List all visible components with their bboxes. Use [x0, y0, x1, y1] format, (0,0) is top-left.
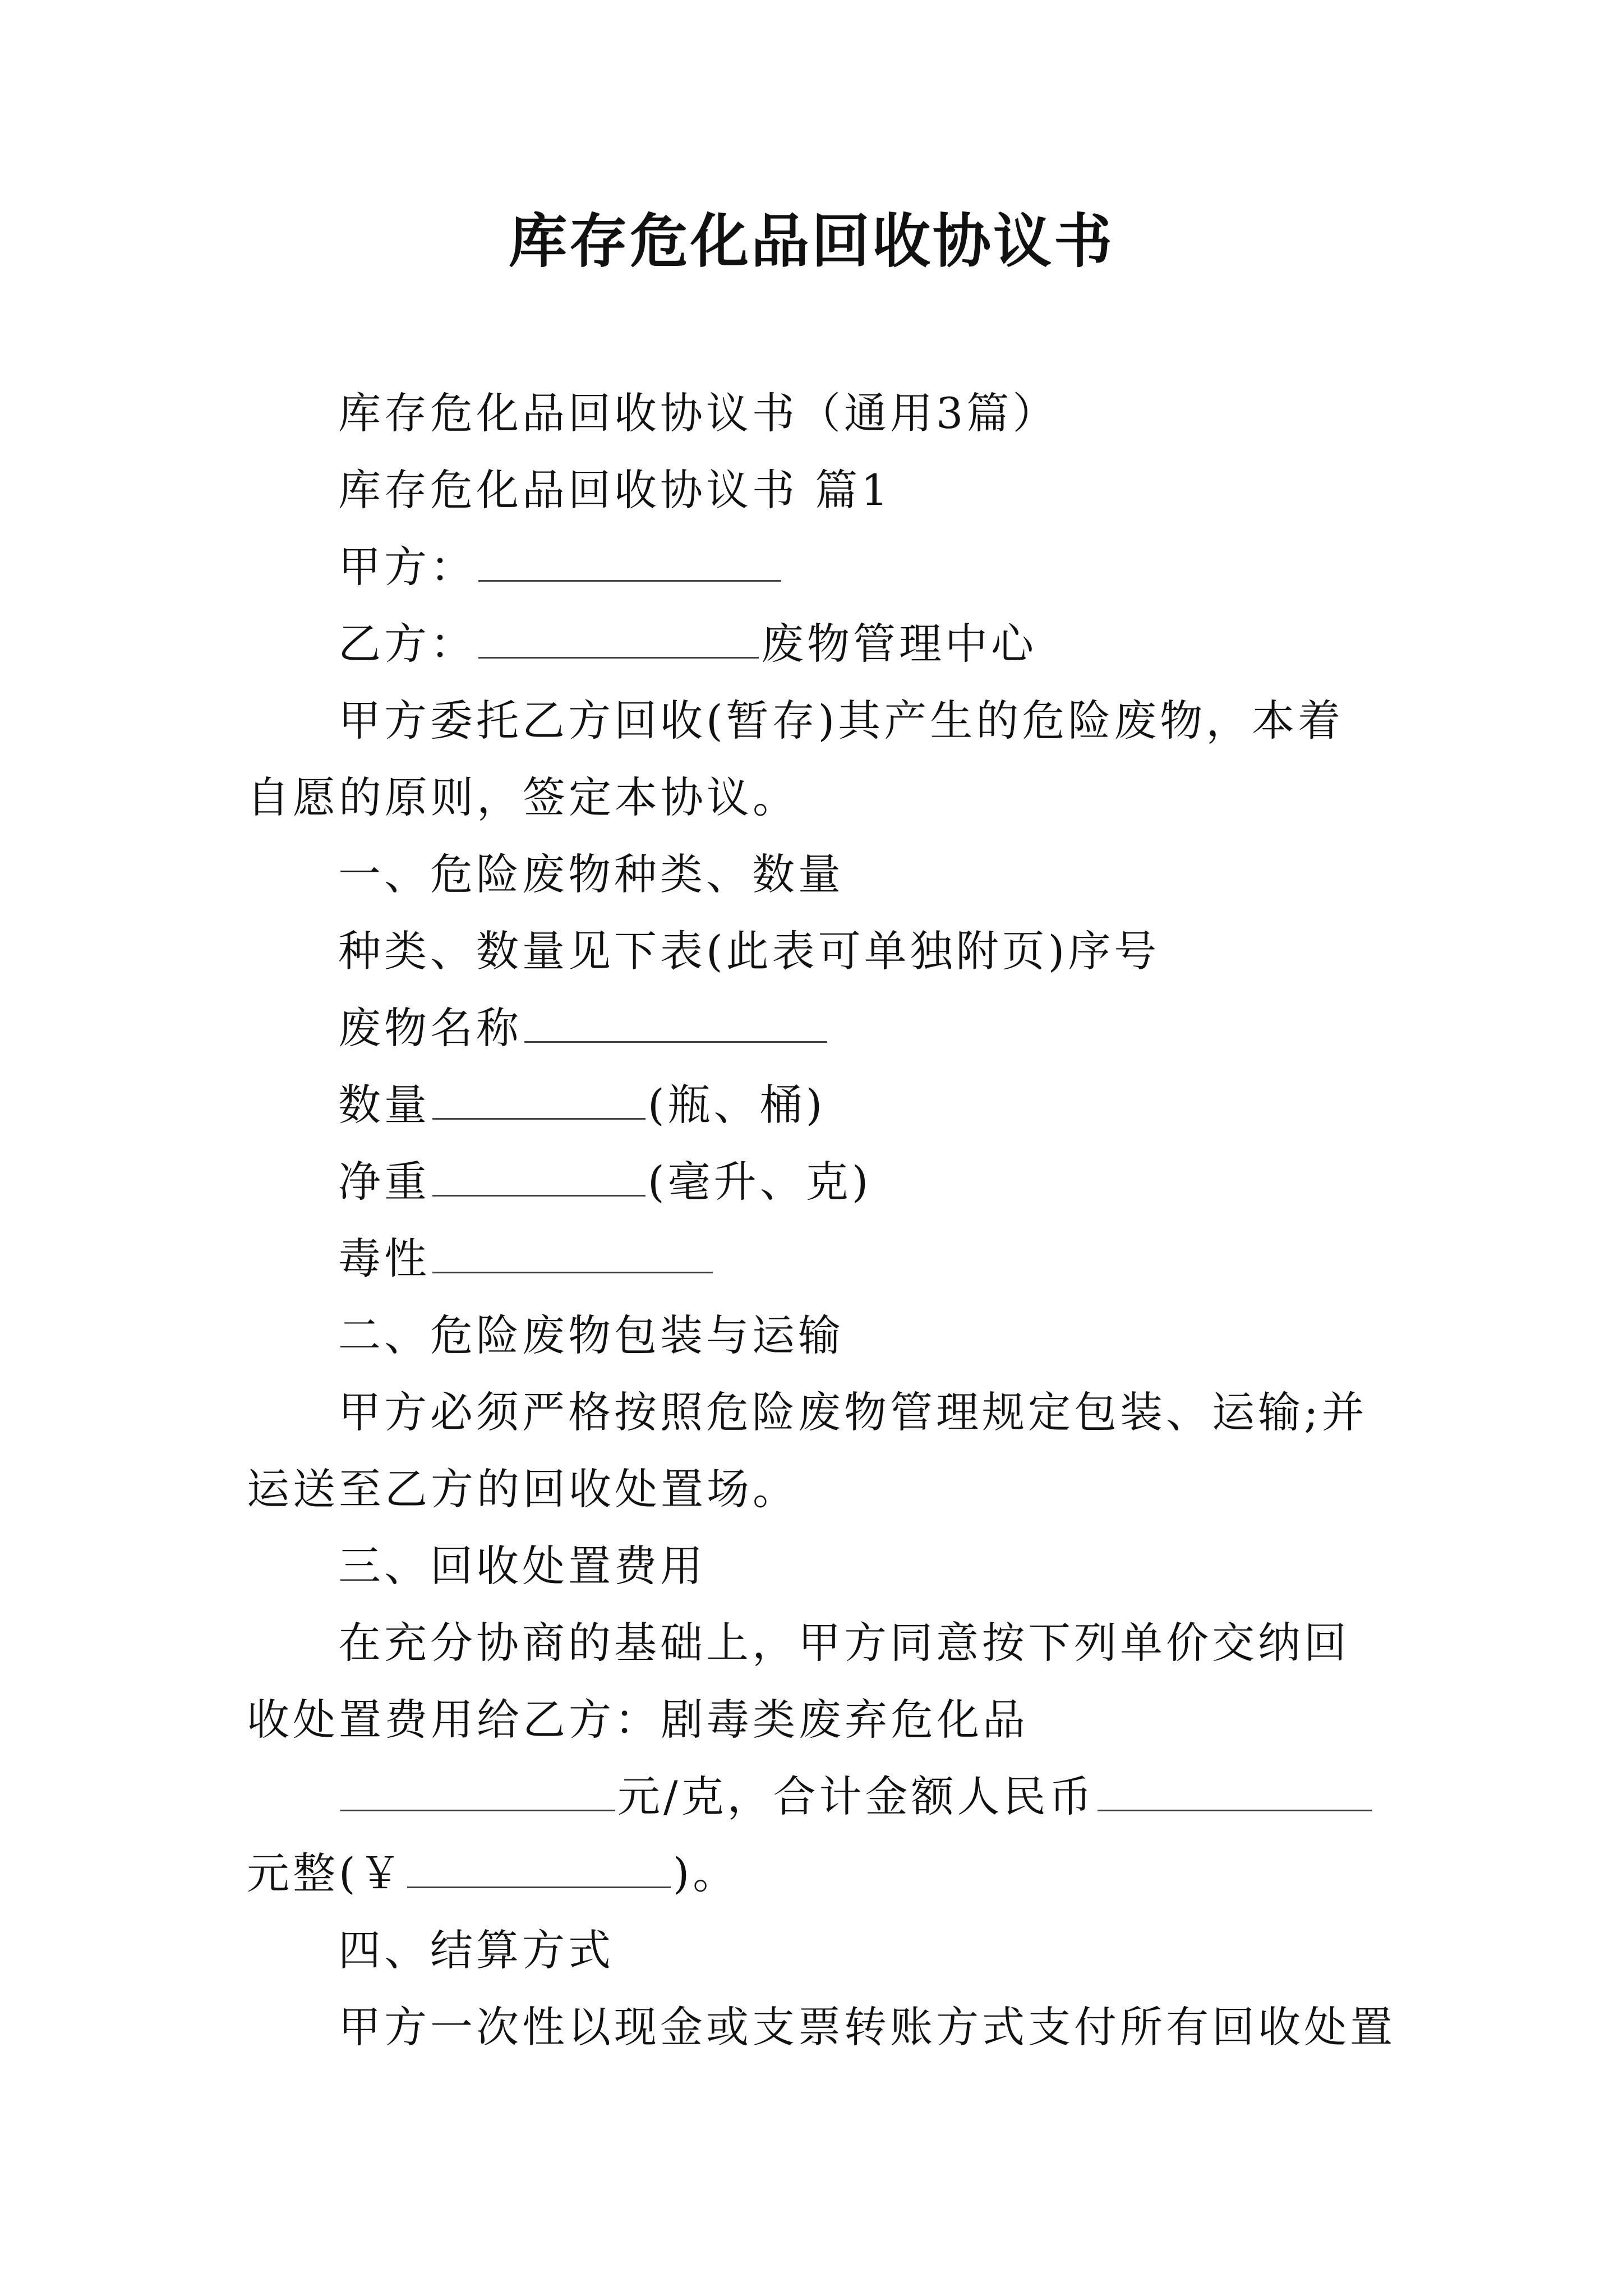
- settlement-paragraph: 甲方一次性以现金或支票转账方式支付所有回收处置: [338, 2002, 1396, 2052]
- unit-price-blank: [340, 1775, 615, 1811]
- section-1-heading: 一、危险废物种类、数量: [338, 849, 844, 899]
- quantity-line: [247, 1066, 1385, 1143]
- document-body: [247, 375, 1396, 2065]
- subtitle-paragraph: 库存危化品回收协议书（通用3篇）: [338, 388, 1059, 438]
- total-prefix: 元整(￥: [247, 1848, 405, 1898]
- fee-paragraph: 在充分协商的基础上，甲方同意按下列单价交纳回收处置费用给乙方：剧毒类废弃危化品: [247, 1618, 1350, 1745]
- unit-price-line: [247, 1758, 1385, 1912]
- part-heading: 库存危化品回收协议书 篇1: [338, 465, 892, 515]
- section-2-heading: 二、危险废物包装与运输: [338, 1310, 844, 1360]
- toxicity-blank: [432, 1237, 713, 1273]
- total-amount-blank: [1098, 1775, 1372, 1811]
- intro-paragraph: 甲方委托乙方回收(暂存)其产生的危险废物，本着自愿的原则，签定本协议。: [247, 696, 1344, 822]
- net-weight-unit: (毫升、克): [648, 1157, 872, 1207]
- party-a-label: 甲方：: [338, 542, 476, 592]
- waste-name-line: [247, 990, 1385, 1066]
- table-note: 种类、数量见下表(此表可单独附页)序号: [338, 926, 1160, 976]
- party-b-line: [247, 605, 1385, 682]
- net-weight-line: [247, 1143, 1385, 1220]
- party-a-blank: [478, 545, 781, 582]
- transport-paragraph: 甲方必须严格按照危险废物管理规定包装、运输;并运送至乙方的回收处置场。: [247, 1387, 1368, 1514]
- unit-price-text: 元/克，合计金额人民币: [617, 1772, 1095, 1821]
- waste-name-blank: [524, 1006, 827, 1043]
- party-b-suffix: 废物管理中心: [761, 619, 1037, 669]
- party-b-label: 乙方：: [338, 619, 476, 669]
- quantity-label: 数量: [338, 1080, 430, 1130]
- quantity-unit: (瓶、桶): [648, 1080, 826, 1130]
- section-3-heading: 三、回收处置费用: [338, 1541, 706, 1591]
- document-title: 库存危化品回收协议书: [508, 206, 1114, 275]
- party-b-blank: [478, 622, 759, 659]
- total-yen-blank: [407, 1852, 671, 1888]
- net-weight-label: 净重: [338, 1157, 430, 1207]
- quantity-blank: [432, 1083, 645, 1120]
- net-weight-blank: [432, 1160, 645, 1197]
- total-suffix: )。: [672, 1848, 739, 1898]
- toxicity-line: [247, 1220, 1385, 1297]
- section-4-heading: 四、结算方式: [338, 1925, 614, 1975]
- party-a-line: [247, 528, 1385, 605]
- toxicity-label: 毒性: [338, 1234, 430, 1283]
- waste-name-label: 废物名称: [338, 1003, 522, 1053]
